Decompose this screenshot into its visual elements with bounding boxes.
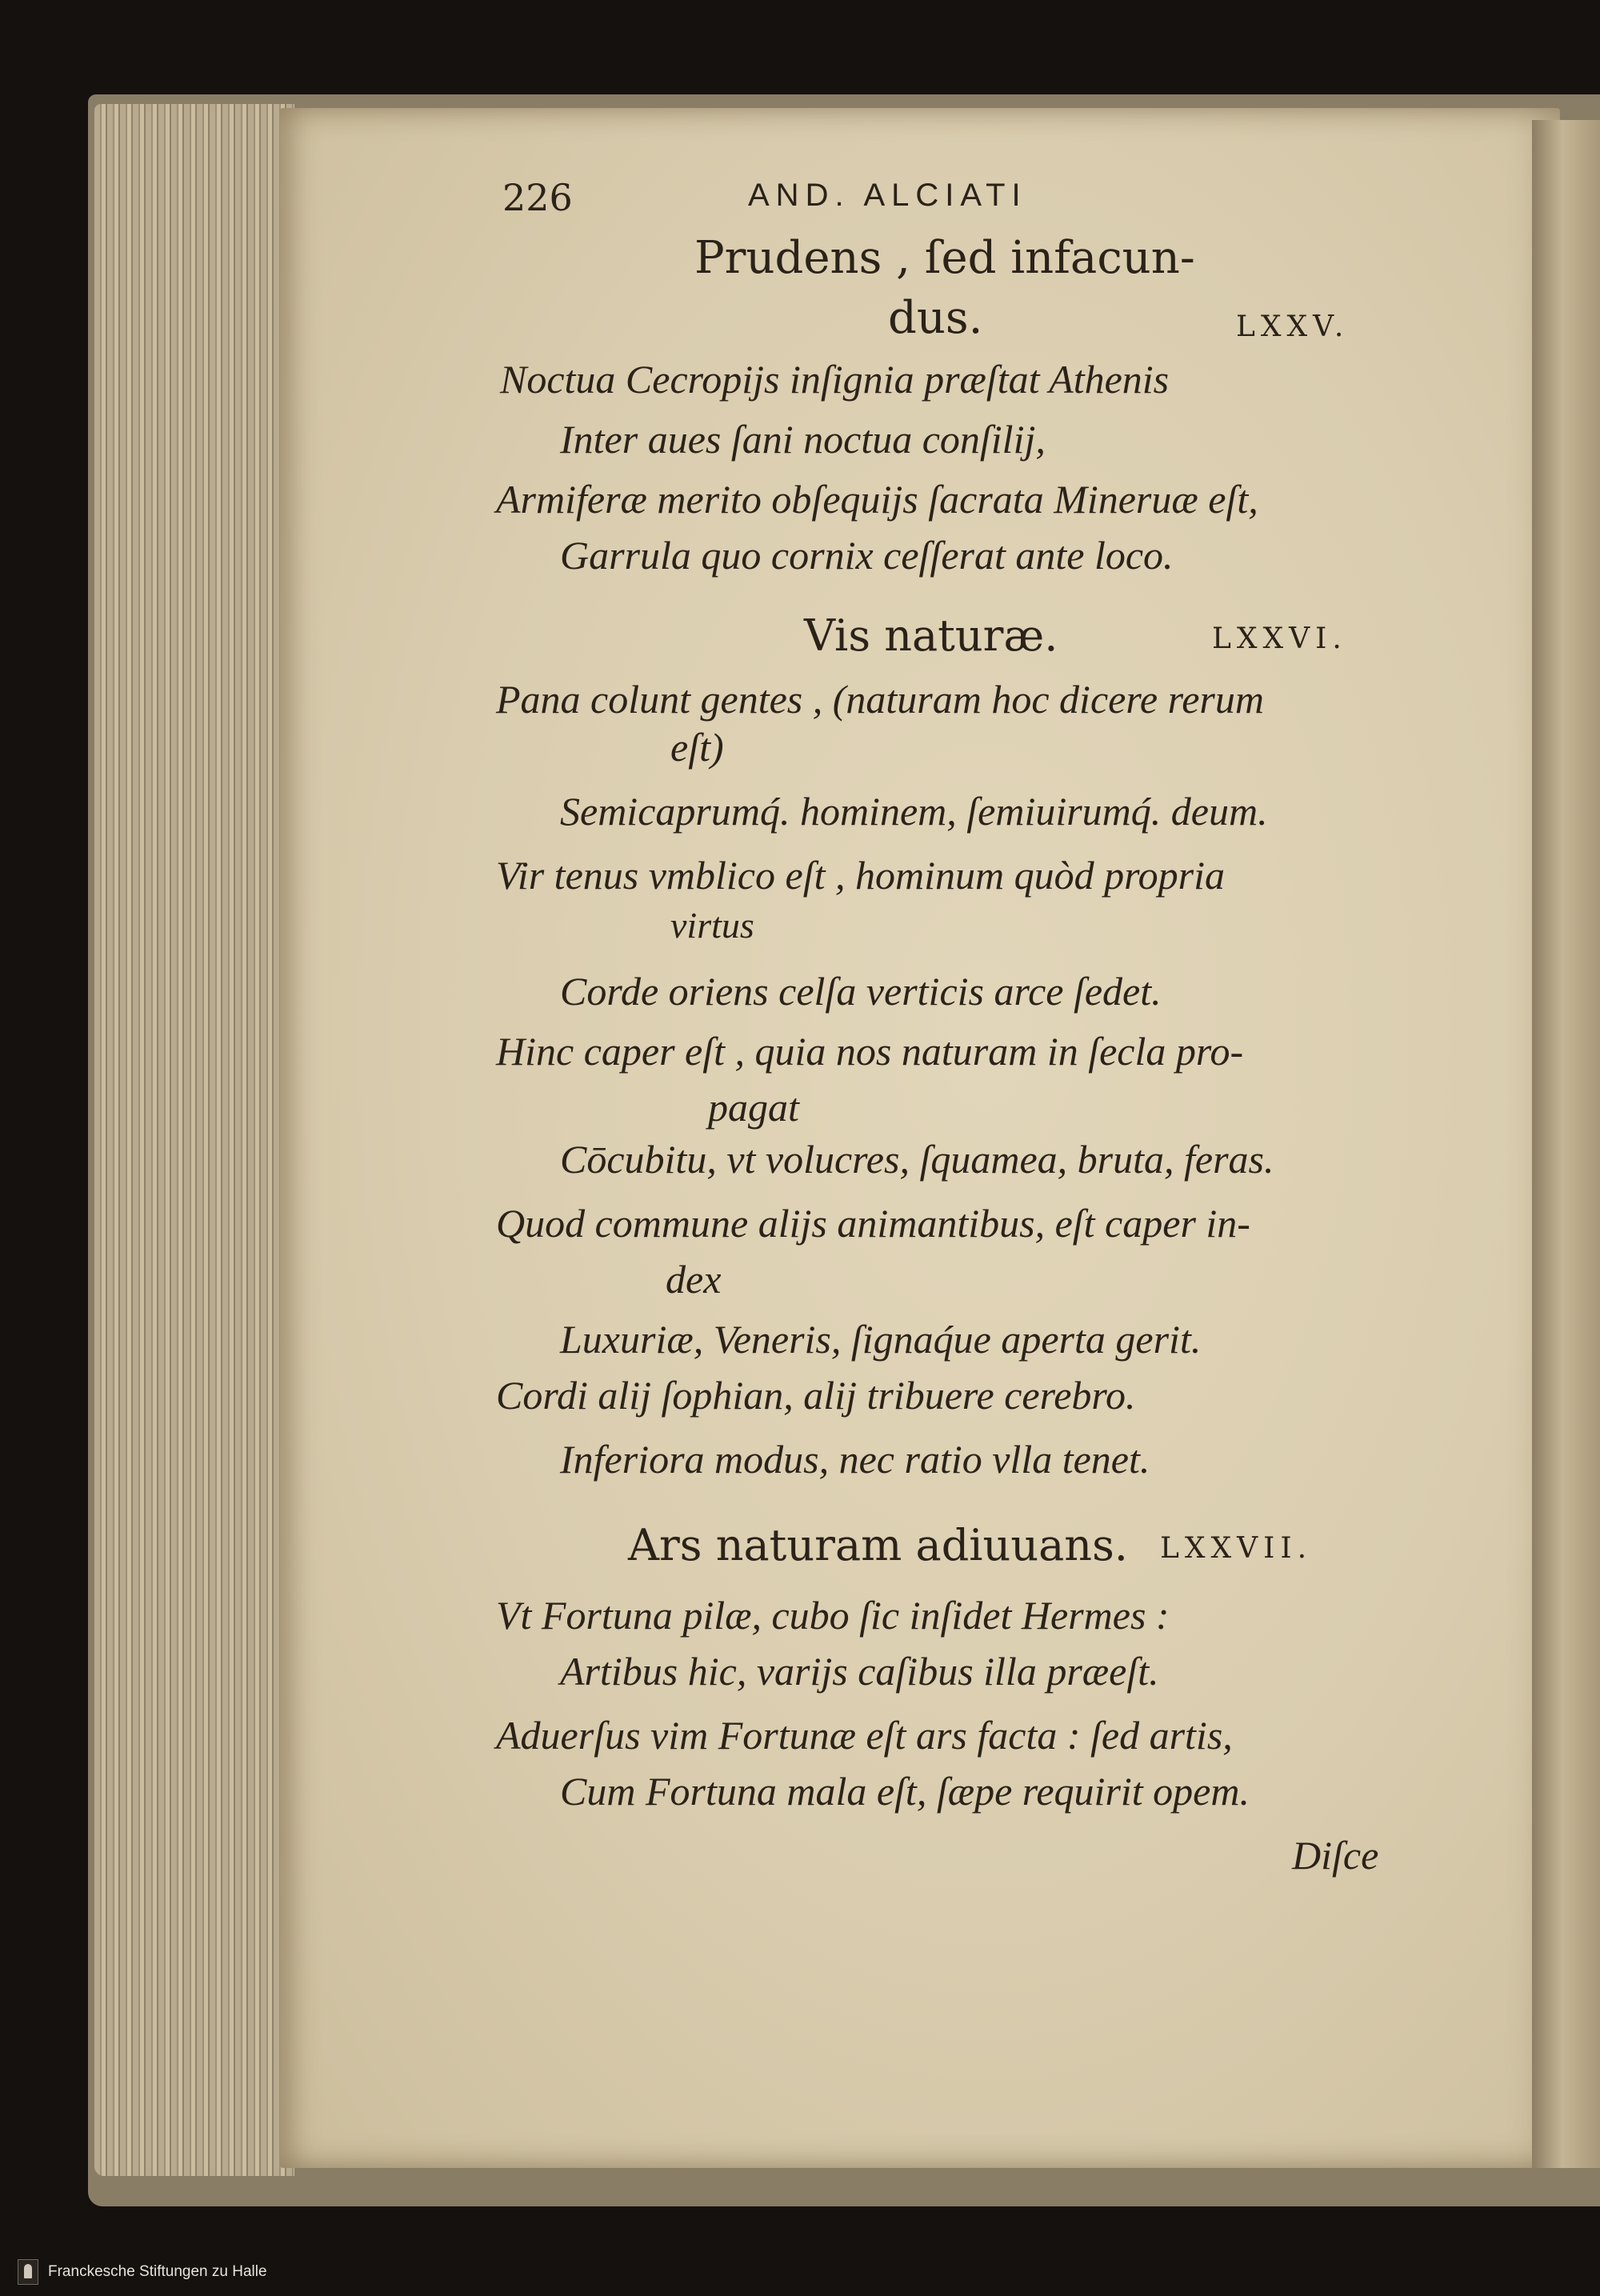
verse-line: pagat bbox=[708, 1085, 799, 1130]
running-title: AND. ALCIATI bbox=[748, 178, 1027, 213]
verse-line: Pana colunt gentes , (naturam hoc dicere rerum bbox=[496, 677, 1264, 722]
verse-line: Inferiora modus, nec ratio vlla tenet. bbox=[560, 1437, 1150, 1482]
emblem-title-cont: dus. bbox=[888, 292, 983, 344]
emblem-title: Ars naturam adiuuans. bbox=[628, 1520, 1128, 1570]
verse-line: Corde oriens celſa verticis arce ſedet. bbox=[560, 969, 1162, 1014]
verse-line: virtus bbox=[670, 905, 754, 946]
catchword: Diſce bbox=[1292, 1833, 1379, 1878]
verse-line: Armiferæ merito obſequijs ſacrata Mineruæ eſt, bbox=[496, 477, 1258, 522]
footer-credit: Franckesche Stiftungen zu Halle bbox=[48, 2263, 267, 2280]
verse-line: Cordi alij ſophian, alij tribuere cerebro. bbox=[496, 1373, 1136, 1418]
verse-line: dex bbox=[666, 1257, 722, 1302]
verse-line: Vt Fortuna pilæ, cubo ſic inſidet Hermes : bbox=[496, 1593, 1170, 1638]
verse-line: Cōcubitu, vt volucres, ſquamea, bruta, feras. bbox=[560, 1137, 1274, 1182]
verse-line: Garrula quo cornix ceſſerat ante loco. bbox=[560, 533, 1174, 578]
verse-line: Luxuriæ, Veneris, ſignaq́ue aperta gerit. bbox=[560, 1317, 1202, 1362]
verse-line: Hinc caper eſt , quia nos naturam in ſecla pro- bbox=[496, 1029, 1244, 1074]
emblem-numeral: LXXVII. bbox=[1160, 1532, 1313, 1565]
emblem-title: Prudens , ſed infacun- bbox=[694, 232, 1195, 284]
verse-line: Inter aues ſani noctua conſilij, bbox=[560, 417, 1046, 462]
institution-logo-icon bbox=[18, 2259, 38, 2285]
page-number: 226 bbox=[502, 176, 573, 219]
emblem-numeral: LXXVI. bbox=[1212, 622, 1347, 655]
verse-line: Noctua Cecropijs inſignia præſtat Athenis bbox=[500, 357, 1170, 402]
page-edges bbox=[94, 104, 294, 2176]
emblem-title: Vis naturæ. bbox=[804, 610, 1058, 661]
verse-line: eſt) bbox=[670, 725, 724, 770]
verse-line: Vir tenus vmblico eſt , hominum quòd propria bbox=[496, 853, 1226, 898]
verse-line: Semicaprumq́. hominem, ſemiuirumq́. deum. bbox=[560, 789, 1268, 834]
verse-line: Aduerſus vim Fortunæ eſt ars facta : ſed artis, bbox=[496, 1713, 1233, 1758]
verse-line: Cum Fortuna mala eſt, ſæpe requirit opem. bbox=[560, 1769, 1250, 1814]
verse-line: Quod commune alijs animantibus, eſt caper in- bbox=[496, 1201, 1250, 1246]
emblem-numeral: LXXV. bbox=[1236, 310, 1350, 343]
facing-page-gutter bbox=[1532, 120, 1600, 2168]
verse-line: Artibus hic, varijs caſibus illa præeſt. bbox=[560, 1649, 1159, 1694]
